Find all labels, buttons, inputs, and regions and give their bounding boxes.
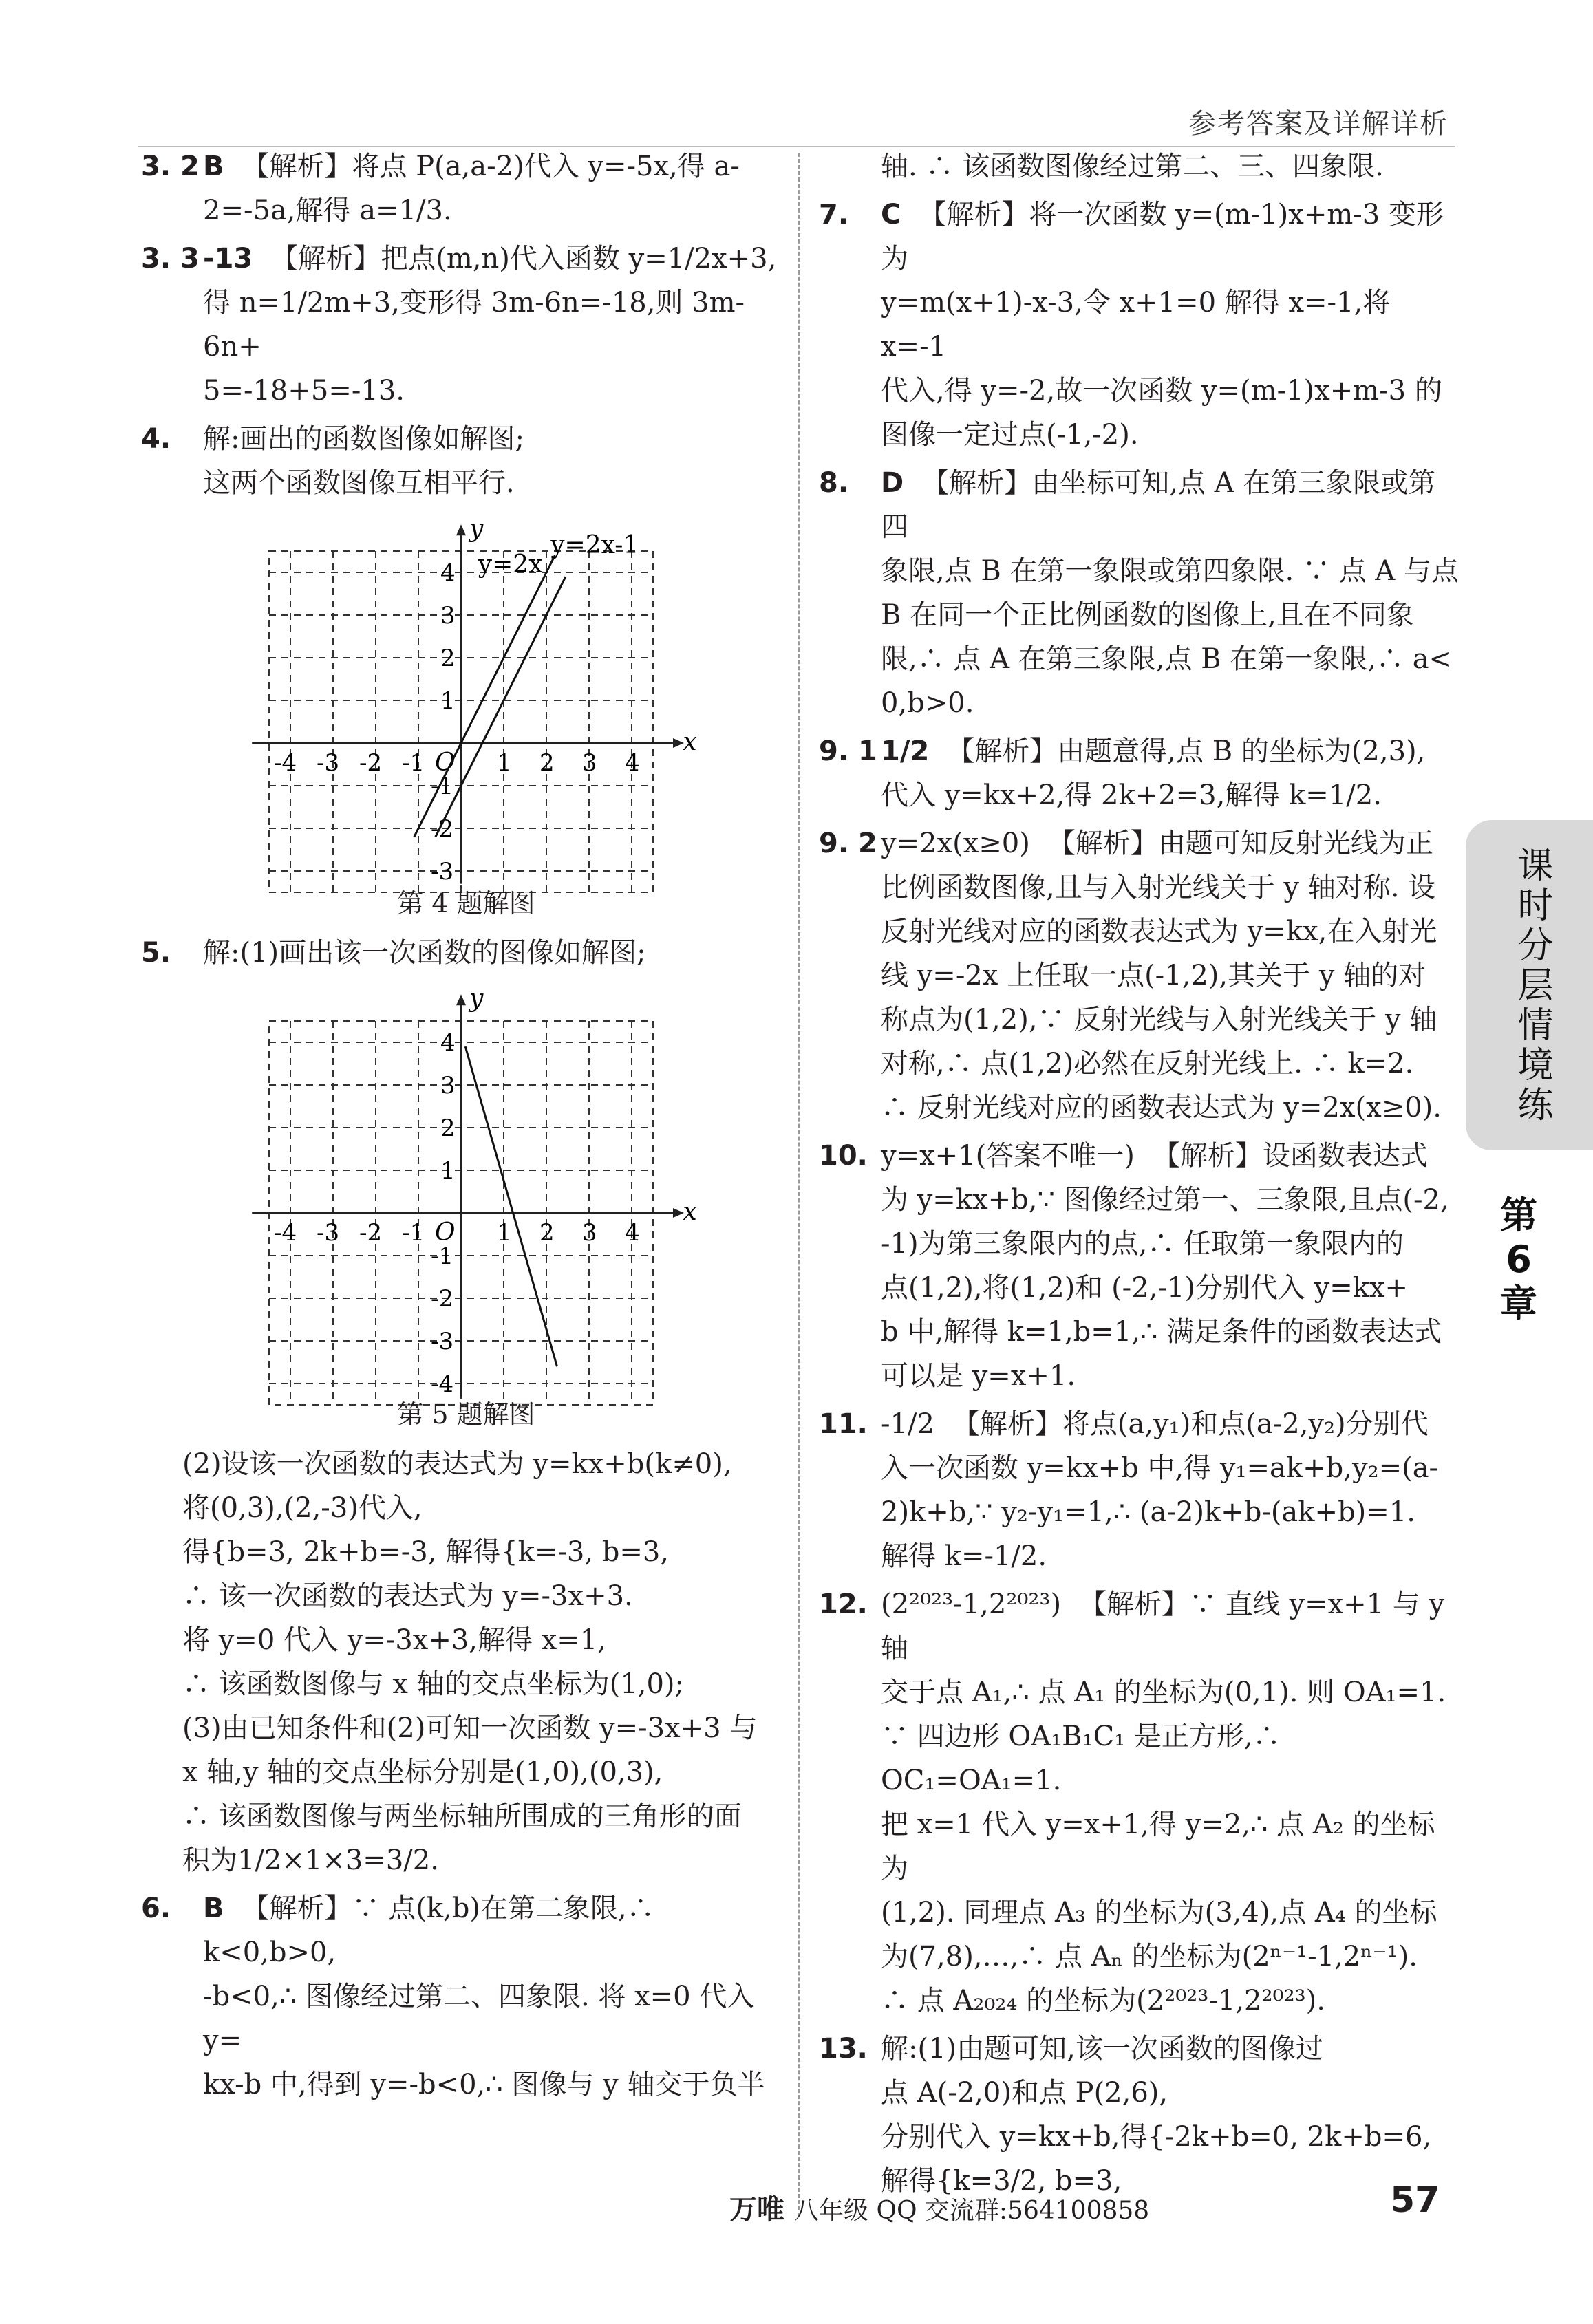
question-number: 11. bbox=[819, 1408, 868, 1440]
question-11 bbox=[819, 1402, 1462, 1578]
x-tick-label: 4 bbox=[625, 749, 640, 777]
analysis-line: 点(1,2),将(1,2)和 (-2,-1)分别代入 y=kx+ bbox=[881, 1272, 1409, 1304]
function-label: y=2x-1 bbox=[550, 531, 639, 560]
analysis-line: 限,∴ 点 A 在第三象限,点 B 在第一象限,∴ a< bbox=[881, 643, 1453, 675]
x-tick-label: 1 bbox=[497, 1219, 512, 1247]
answer: B bbox=[203, 151, 224, 182]
origin-label: O bbox=[435, 749, 456, 777]
y-tick-label: -2 bbox=[431, 1285, 454, 1313]
function-line bbox=[465, 1046, 557, 1366]
question-number: 6. bbox=[141, 1893, 171, 1924]
x-tick-label: 1 bbox=[497, 749, 512, 777]
solution-line: 解得{k=3/2, b=3, bbox=[881, 2165, 1122, 2197]
answer: B bbox=[203, 1893, 224, 1924]
solution-line: 得{b=3, 2k+b=-3, 解得{k=-3, b=3, bbox=[182, 1536, 670, 1568]
analysis-line: 轴. ∴ 该函数图像经过第二、三、四象限. bbox=[881, 151, 1384, 182]
analysis-line: ∴ 反射光线对应的函数表达式为 y=2x(x≥0). bbox=[881, 1092, 1442, 1123]
y-axis-arrow bbox=[456, 994, 466, 1005]
x-tick-label: -1 bbox=[402, 1219, 425, 1247]
chapter-label: 第6章 bbox=[1500, 1194, 1537, 1325]
right-column bbox=[819, 144, 1462, 2207]
question-number: 12. bbox=[819, 1589, 868, 1620]
analysis-line: 【解析】设函数表达式 bbox=[1152, 1140, 1428, 1172]
analysis-line: 【解析】由题意得,点 B 的坐标为(2,3), bbox=[947, 735, 1426, 767]
x-tick-label: -2 bbox=[359, 749, 383, 777]
left-column bbox=[141, 144, 791, 2111]
solution-line: 将 y=0 代入 y=-3x+3,解得 x=1, bbox=[182, 1624, 606, 1656]
y-tick-label: -3 bbox=[431, 1328, 454, 1355]
analysis-line: 把 x=1 代入 y=x+1,得 y=2,∴ 点 A₂ 的坐标为 bbox=[881, 1809, 1435, 1884]
analysis-line: 得 n=1/2m+3,变形得 3m-6n=-18,则 3m-6n+ bbox=[203, 287, 745, 363]
question-4 bbox=[141, 417, 791, 925]
y-tick-label: -1 bbox=[431, 773, 454, 800]
answer: -13 bbox=[203, 243, 253, 275]
answer: D bbox=[881, 467, 904, 499]
answer: y=2x(x≥0) bbox=[881, 828, 1030, 859]
analysis-line: 【解析】将点(a,y₁)和点(a-2,y₂)分别代 bbox=[952, 1408, 1429, 1440]
analysis-line: 为(7,8),…,∴ 点 Aₙ 的坐标为(2ⁿ⁻¹-1,2ⁿ⁻¹). bbox=[881, 1941, 1418, 1972]
y-axis-label: y bbox=[469, 985, 484, 1013]
x-tick-label: -3 bbox=[317, 1219, 340, 1247]
brand-logo: 万唯 bbox=[729, 2194, 784, 2226]
question-number: 10. bbox=[819, 1140, 868, 1172]
answer: 1/2 bbox=[881, 735, 930, 767]
analysis-line: B 在同一个正比例函数的图像上,且在不同象 bbox=[881, 599, 1414, 631]
question-number: 13. bbox=[819, 2033, 868, 2065]
graph-q5 bbox=[141, 980, 791, 1398]
page-header-title: 参考答案及详解详析 bbox=[1188, 108, 1448, 140]
analysis-line: 反射光线对应的函数表达式为 y=kx,在入射光 bbox=[881, 916, 1437, 947]
analysis-line: 可以是 y=x+1. bbox=[881, 1360, 1076, 1392]
figure-caption: 第 4 题解图 bbox=[397, 888, 535, 918]
solution-line: ∴ 该函数图像与两坐标轴所围成的三角形的面 bbox=[182, 1800, 742, 1832]
analysis-line: 【解析】由坐标可知,点 A 在第三象限或第四 bbox=[881, 467, 1436, 543]
y-axis-label: y bbox=[469, 515, 484, 544]
answer: C bbox=[881, 199, 901, 230]
analysis-line: y=m(x+1)-x-3,令 x+1=0 解得 x=-1,将 x=-1 bbox=[881, 287, 1391, 363]
analysis-line: b 中,解得 k=1,b=1,∴ 满足条件的函数表达式 bbox=[881, 1316, 1442, 1348]
x-tick-label: 2 bbox=[539, 749, 555, 777]
y-tick-label: -3 bbox=[431, 858, 454, 885]
y-tick-label: 1 bbox=[440, 687, 456, 715]
x-tick-label: -3 bbox=[317, 749, 340, 777]
question-number: 5. bbox=[141, 937, 171, 969]
question-10 bbox=[819, 1134, 1462, 1398]
analysis-line: (1,2). 同理点 A₃ 的坐标为(3,4),点 A₄ 的坐标 bbox=[881, 1897, 1437, 1928]
figure-4 bbox=[141, 510, 791, 925]
y-tick-label: 3 bbox=[440, 602, 456, 630]
analysis-line: 为 y=kx+b,∵ 图像经过第一、三象限,且点(-2, bbox=[881, 1184, 1449, 1216]
x-tick-label: 2 bbox=[539, 1219, 555, 1247]
answer: (2²⁰²³-1,2²⁰²³) bbox=[881, 1589, 1062, 1620]
analysis-line: 称点为(1,2),∵ 反射光线与入射光线关于 y 轴 bbox=[881, 1004, 1437, 1035]
x-tick-label: 3 bbox=[582, 1219, 597, 1247]
question-3-2 bbox=[141, 144, 791, 233]
column-divider bbox=[798, 153, 800, 2217]
analysis-line: -1)为第三象限内的点,∴ 任取第一象限内的 bbox=[881, 1228, 1404, 1260]
analysis-line: 【解析】由题可知反射光线为正 bbox=[1047, 828, 1433, 859]
question-number: 4. bbox=[141, 423, 171, 455]
analysis-line: kx-b 中,得到 y=-b<0,∴ 图像与 y 轴交于负半 bbox=[203, 2069, 765, 2100]
solution-line: (2)设该一次函数的表达式为 y=kx+b(k≠0), bbox=[182, 1448, 732, 1480]
graph-q4 bbox=[141, 510, 791, 885]
x-axis-label: x bbox=[683, 728, 697, 756]
analysis-line: 【解析】∵ 直线 y=x+1 与 y 轴 bbox=[881, 1589, 1445, 1664]
solution-line: 解:(1)由题可知,该一次函数的图像过 bbox=[881, 2033, 1323, 2065]
x-tick-label: -4 bbox=[274, 749, 297, 777]
y-tick-label: 2 bbox=[440, 1115, 456, 1142]
footer-text: 八年级 QQ 交流群:564100858 bbox=[794, 2197, 1150, 2225]
figure-caption: 第 5 题解图 bbox=[397, 1399, 535, 1430]
y-tick-label: 3 bbox=[440, 1072, 456, 1099]
question-9-2 bbox=[819, 821, 1462, 1130]
question-number: 9. 1 bbox=[819, 735, 877, 767]
analysis-line: 入一次函数 y=kx+b 中,得 y₁=ak+b,y₂=(a- bbox=[881, 1452, 1439, 1484]
analysis-line: 【解析】将点 P(a,a-2)代入 y=-5x,得 a- bbox=[242, 151, 740, 182]
page-number: 57 bbox=[1390, 2180, 1440, 2221]
analysis-line: ∵ 四边形 OA₁B₁C₁ 是正方形,∴ OC₁=OA₁=1. bbox=[881, 1721, 1281, 1796]
question-12 bbox=[819, 1582, 1462, 2023]
y-axis-arrow bbox=[456, 524, 466, 535]
solution-line: ∴ 该一次函数的表达式为 y=-3x+3. bbox=[182, 1580, 633, 1612]
question-number: 9. 2 bbox=[819, 828, 877, 859]
solution-line: 点 A(-2,0)和点 P(2,6), bbox=[881, 2077, 1168, 2109]
solution-line: 积为1/2×1×3=3/2. bbox=[182, 1844, 439, 1876]
analysis-line: 象限,点 B 在第一象限或第四象限. ∵ 点 A 与点 bbox=[881, 555, 1459, 587]
function-label: y=2x bbox=[478, 550, 543, 579]
solution-line: 解:画出的函数图像如解图; bbox=[203, 423, 524, 455]
question-6-continued bbox=[819, 144, 1462, 189]
analysis-line: 解得 k=-1/2. bbox=[881, 1540, 1047, 1572]
x-tick-label: 4 bbox=[625, 1219, 640, 1247]
function-line bbox=[414, 555, 555, 837]
analysis-line: 比例函数图像,且与入射光线关于 y 轴对称. 设 bbox=[881, 872, 1436, 903]
analysis-line: 图像一定过点(-1,-2). bbox=[881, 419, 1139, 451]
question-8 bbox=[819, 461, 1462, 725]
analysis-line: 对称,∴ 点(1,2)必然在反射光线上. ∴ k=2. bbox=[881, 1048, 1414, 1079]
analysis-line: 代入 y=kx+2,得 2k+2=3,解得 k=1/2. bbox=[881, 779, 1382, 811]
x-tick-label: -4 bbox=[274, 1219, 297, 1247]
analysis-line: 【解析】∵ 点(k,b)在第二象限,∴ k<0,b>0, bbox=[203, 1893, 654, 1968]
analysis-line: 2=-5a,解得 a=1/3. bbox=[203, 195, 452, 226]
y-tick-label: -2 bbox=[431, 815, 454, 843]
question-9-1 bbox=[819, 729, 1462, 817]
question-number: 8. bbox=[819, 467, 849, 499]
x-tick-label: -1 bbox=[402, 749, 425, 777]
solution-line: (3)由已知条件和(2)可知一次函数 y=-3x+3 与 bbox=[182, 1712, 758, 1744]
figure-5 bbox=[141, 980, 791, 1437]
y-tick-label: -1 bbox=[431, 1242, 454, 1270]
question-7 bbox=[819, 193, 1462, 457]
x-tick-label: 3 bbox=[582, 749, 597, 777]
side-tab-label: 课时分层情境练 bbox=[1511, 846, 1552, 1126]
question-number: 7. bbox=[819, 199, 849, 230]
solution-line: 将(0,3),(2,-3)代入, bbox=[182, 1492, 423, 1524]
answer: -1/2 bbox=[881, 1408, 934, 1440]
y-tick-label: 4 bbox=[440, 559, 456, 587]
y-tick-label: -4 bbox=[431, 1370, 454, 1398]
analysis-line: 【解析】把点(m,n)代入函数 y=1/2x+3, bbox=[270, 243, 777, 275]
y-tick-label: 1 bbox=[440, 1157, 456, 1185]
footer bbox=[729, 2188, 1149, 2227]
solution-line: 这两个函数图像互相平行. bbox=[203, 467, 515, 499]
analysis-line: 线 y=-2x 上任取一点(-1,2),其关于 y 轴的对 bbox=[881, 960, 1426, 991]
solution-line: x 轴,y 轴的交点坐标分别是(1,0),(0,3), bbox=[182, 1756, 663, 1788]
question-5 bbox=[141, 931, 791, 1882]
analysis-line: 2)k+b,∵ y₂-y₁=1,∴ (a-2)k+b-(ak+b)=1. bbox=[881, 1496, 1415, 1528]
analysis-line: 【解析】将一次函数 y=(m-1)x+m-3 变形为 bbox=[881, 199, 1444, 275]
analysis-line: 0,b>0. bbox=[881, 687, 974, 719]
solution-line: 解:(1)画出该一次函数的图像如解图; bbox=[203, 937, 646, 969]
question-number: 3. 3 bbox=[141, 243, 200, 275]
analysis-line: -b<0,∴ 图像经过第二、四象限. 将 x=0 代入 y= bbox=[203, 1981, 755, 2056]
solution-line: ∴ 该函数图像与 x 轴的交点坐标为(1,0); bbox=[182, 1668, 685, 1700]
origin-label: O bbox=[435, 1218, 456, 1247]
question-number: 3. 2 bbox=[141, 151, 200, 182]
question-6 bbox=[141, 1886, 791, 2107]
analysis-line: 交于点 A₁,∴ 点 A₁ 的坐标为(0,1). 则 OA₁=1. bbox=[881, 1677, 1446, 1708]
analysis-line: ∴ 点 A₂₀₂₄ 的坐标为(2²⁰²³-1,2²⁰²³). bbox=[881, 1985, 1325, 2016]
question-13 bbox=[819, 2027, 1462, 2203]
x-axis-label: x bbox=[683, 1198, 697, 1226]
x-tick-label: -2 bbox=[359, 1219, 383, 1247]
analysis-line: 5=-18+5=-13. bbox=[203, 375, 405, 407]
analysis-line: 代入,得 y=-2,故一次函数 y=(m-1)x+m-3 的 bbox=[881, 375, 1442, 407]
answer: y=x+1(答案不唯一) bbox=[881, 1140, 1135, 1172]
y-tick-label: 2 bbox=[440, 645, 456, 672]
solution-line: 分别代入 y=kx+b,得{-2k+b=0, 2k+b=6, bbox=[881, 2121, 1432, 2153]
y-tick-label: 4 bbox=[440, 1029, 456, 1057]
question-3-3 bbox=[141, 237, 791, 413]
